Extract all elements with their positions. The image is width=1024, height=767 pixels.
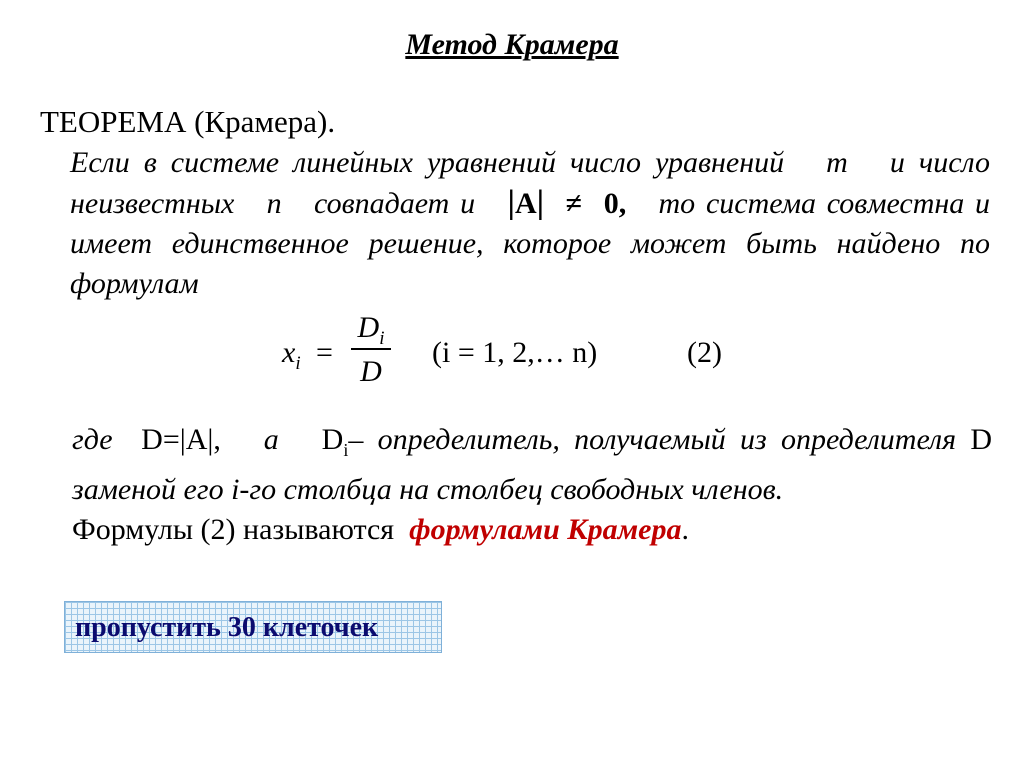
zero-value: 0, — [603, 187, 627, 220]
formula-index-range: (i = 1, 2,… n) — [432, 336, 598, 369]
cramer-formulas-highlight: формулами Крамера — [409, 513, 682, 546]
theorem-text-3: совпадает и — [314, 187, 476, 220]
where-rest: заменой его i-го столбца на столбец свободных членов. — [72, 473, 784, 506]
abs-right: | — [536, 184, 545, 221]
numerator-sub: i — [379, 328, 385, 349]
matrix-A: A — [514, 187, 537, 220]
where-clause — [72, 420, 992, 510]
formula-fraction — [348, 308, 394, 394]
theorem-text-2: и число неизвестных — [70, 146, 990, 220]
formula-equals: = — [316, 336, 333, 369]
where-dash-text: – определитель, получаемый из определителя — [348, 423, 957, 456]
var-n: n — [266, 187, 282, 220]
and-word: а — [263, 423, 279, 456]
formula-x-sub: i — [295, 353, 301, 374]
theorem-heading: ТЕОРЕМА (Крамера). — [40, 104, 336, 139]
fraction-denominator: D — [360, 355, 382, 388]
conclusion-period: . — [681, 513, 689, 546]
skip-cells-label: пропустить 30 клеточек — [75, 612, 379, 643]
theorem-statement — [70, 143, 990, 304]
theorem-text-4: то система совместна и имеет единственное решение, которое может быть найдено по формулам — [70, 187, 991, 300]
formula-number: (2) — [687, 336, 722, 369]
D-symbol: D — [970, 423, 993, 456]
slide-title: Метод Крамера — [405, 28, 619, 61]
neq-sign: ≠ — [565, 187, 583, 220]
Di-symbol: $D_i$ — [321, 423, 349, 460]
abs-left: | — [507, 184, 515, 221]
conclusion-prefix: Формулы (2) называются — [72, 513, 395, 546]
where-word: где — [72, 423, 113, 456]
Di-sub: i — [343, 440, 349, 460]
conclusion-line — [72, 513, 689, 547]
D-definition: D=|A|, — [141, 423, 221, 456]
fraction-numerator: $D_i$ — [357, 311, 385, 349]
var-m: m — [826, 146, 848, 179]
formula-x: $x_i$ — [282, 336, 301, 374]
skip-cells-note — [64, 601, 442, 653]
theorem-text-1: Если в системе линейных уравнений число уравнений — [70, 146, 785, 179]
